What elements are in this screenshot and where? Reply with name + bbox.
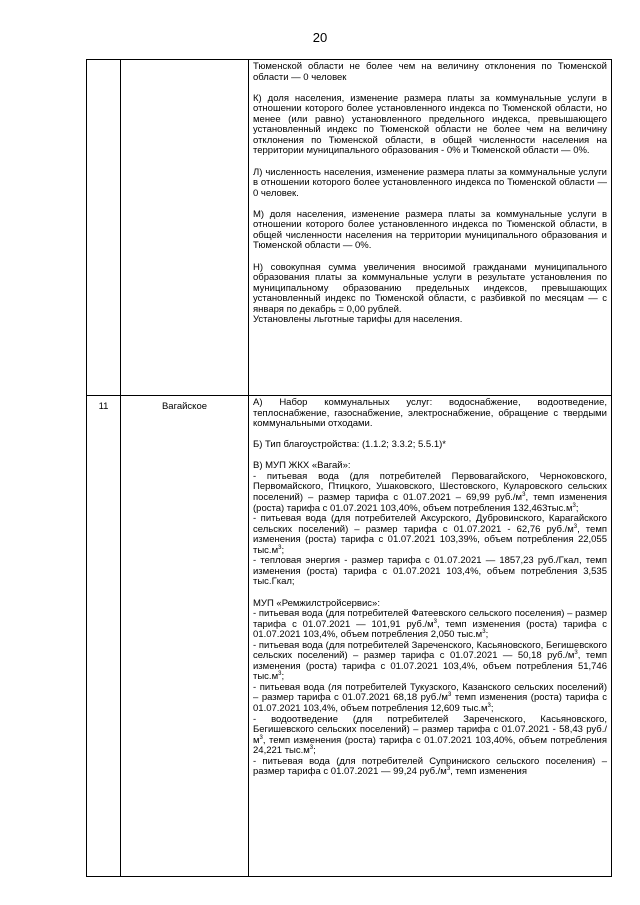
description-cell (249, 60, 612, 396)
paragraph: Б) Тип благоустройства: (1.1.2; 3.3.2; 5.5.1)* (253, 439, 446, 451)
municipality-cell: Вагайское (121, 396, 249, 877)
paragraph: - питьевая вода (для потребителей Аксурского, Дубровинского, Карагайского сельских поселений) – размер тарифа с 01.07.2021 - 62,76 $руб./м^3$, темп изменения (роста) тарифа с 01.07.2021 103,39%, объем потребления 22,055 $тыс.м^3$; (253, 513, 608, 556)
paragraph: - питьевая вода (для потребителей Фатеевского сельского поселения) – размер тарифа с 01.07.2021 — 101,91 $руб./м^3$, темп изменения (роста) тарифа с 01.07.2021 103,4%, объем потребления 2,050 $тыс.м^3$; (253, 608, 607, 641)
paragraph: К) доля населения, изменение размера платы за коммунальные услуги в отношении которого более установленного индекса по Тюменской области, но менее (или равно) установленного предельного индекса, превышающего установленный индекс по Тюменской области не более чем на величину отклонения по Тюменской области, в общей численности населения на территории муниципального образования - 0% и Тюменской области — 0%. (253, 92, 607, 157)
row-number-cell (87, 60, 121, 396)
paragraph: М) доля населения, изменение размера платы за коммунальные услуги в отношении которого более установленного индекса по Тюменской области, в общей численности населения на территории муниципального образования и Тюменской области — 0%. (253, 208, 607, 252)
paragraph: Тюменской области не более чем на величину отклонения по Тюменской области — 0 человек (253, 61, 607, 83)
paragraph: А) Набор коммунальных услуг: водоснабжение, водоотведение, теплоснабжение, газоснабжение, электроснабжение, обращение с твердыми коммунальными отходами. (253, 397, 607, 430)
paragraph: - питьевая вода (для потребителей Зареченского, Касьяновского, Бегишевского сельских поселений) – размер тарифа с 01.07.2021 — 50,18 $руб./м^3$, темп изменения (роста) тарифа с 01.07.2021 103,4%, объем потребления 51,746 $тыс.м^3$; (253, 639, 607, 683)
paragraph: Л) численность населения, изменение размера платы за коммунальные услуги в отношении которого более установленного индекса по Тюменской области — 0 человек. (253, 166, 607, 199)
paragraph: В) МУП ЖКХ «Вагай»: (253, 460, 351, 472)
description-cell (249, 396, 612, 877)
paragraph: Установлены льготные тарифы для населения. (253, 314, 463, 326)
paragraph: - питьевая вода (для потребителей Первовагайского, Черноковского, Первомайского, Птицкого, Ушаковского, Шестовского, Куларовского сельских поселений) – размер тарифа с 01.07.2021 – 69,99 $руб./м^3$, темп изменения (роста) тарифа с 01.07.2021 103,40%, объем потребления $132,463тыс.м^3$; (253, 470, 607, 514)
paragraph: Н) совокупная сумма увеличения вносимой гражданами муниципального образования платы за коммунальные услуги в результате установления по муниципальному образованию предельных индексов, превышающих установленный индекс по Тюменской области, с разбивкой по месяцам — с января по декабрь = 0,00 рублей. (253, 261, 607, 315)
paragraph: - водоотведение (для потребителей Зареченского, Касьяновского, Бегишевского сельских поселений) – размер тарифа с 01.07.2021 - 58,43 $руб./м^3$, темп изменения (роста) тарифа с 01.07.2021 103,40%, объем потребления 24,221 $тыс.м^3$; (253, 713, 607, 757)
paragraph: МУП «Ремжилстройсервис»: (253, 597, 380, 609)
indicators-table (86, 59, 612, 877)
paragraph: - тепловая энергия - размер тарифа с 01.07.2021 — 1857,23 руб./Гкал, темп изменения (роста) тарифа с 01.07.2021 103,4%, объем потребления 3,535 тыс.Гкал; (253, 555, 607, 588)
table-row (87, 396, 612, 877)
paragraph: - питьевая вода (для потребителей Суприниского сельского поселения) – размер тарифа с 01.07.2021 — 99,24 $руб./м^3$, темп изменения (253, 755, 607, 778)
table-row (87, 60, 612, 396)
page-number: 20 (312, 30, 328, 45)
row-number-cell: 11 (87, 396, 121, 877)
municipality-cell (121, 60, 249, 396)
paragraph: - питьевая вода (ля потребителей Тукузского, Казанского сельских поселений) – размер тарифа с 01.07.2021 68,18 $руб./м^3$ темп изменения (роста) тарифа с 01.07.2021 103,4%, объем потребления 12,609 $тыс.м^3$; (253, 681, 607, 714)
